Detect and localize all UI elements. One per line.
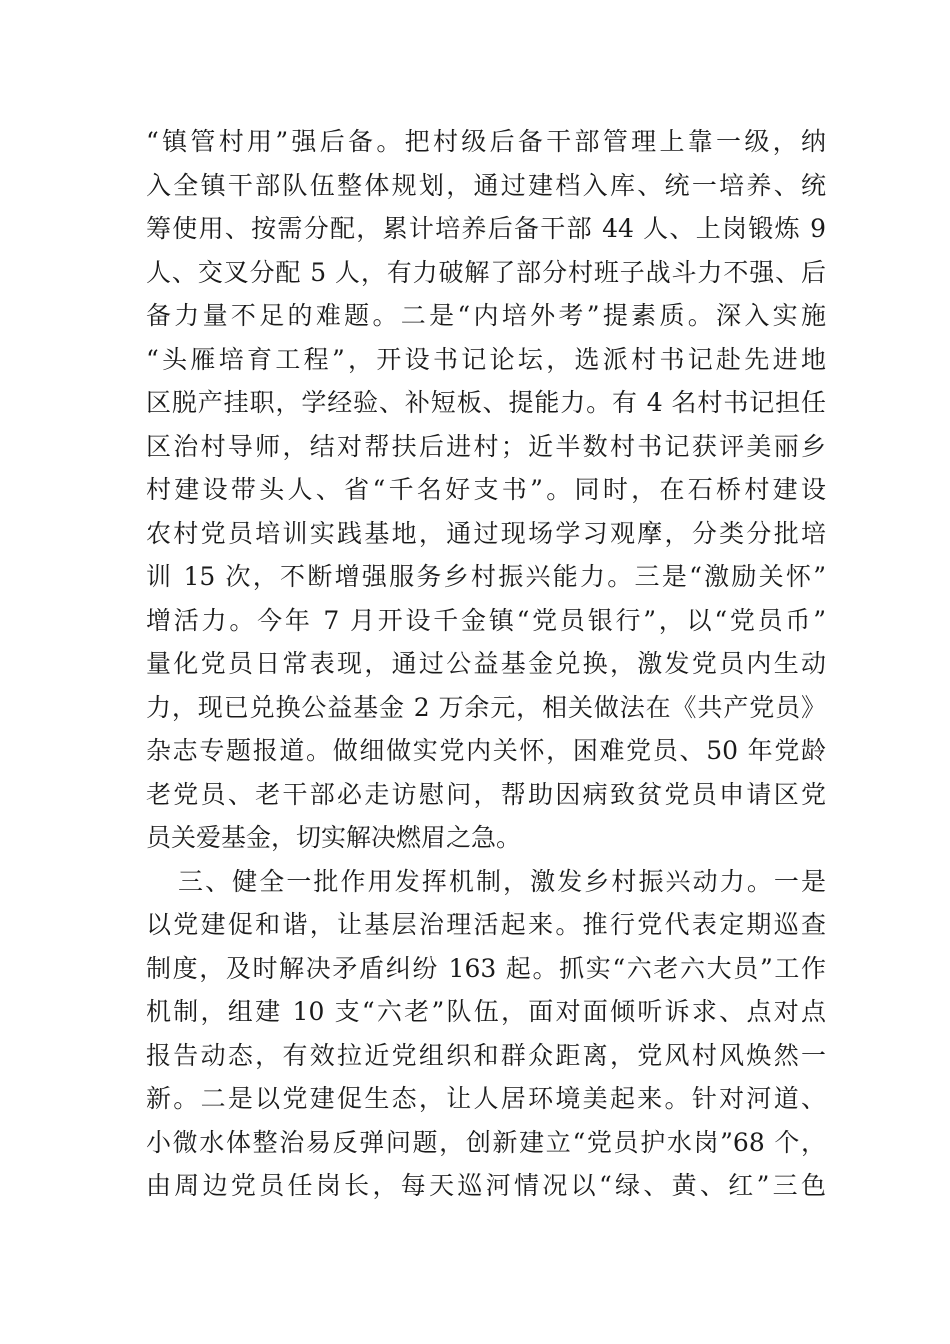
text-line: 员关爱基金，切实解决燃眉之急。 [146, 823, 522, 852]
text-line: 村建设带头人、省“千名好支书”。同时，在石桥村建设 [146, 475, 826, 504]
text-line: 农村党员培训实践基地，通过现场学习观摩，分类分批培 [146, 518, 826, 548]
body-text [146, 120, 826, 1208]
text-line: 老党员、老干部必走访慰问，帮助因病致贫党员申请区党 [146, 779, 826, 809]
text-line: 人、交叉分配 5 人，有力破解了部分村班子战斗力不强、后 [146, 257, 826, 287]
text-line: 备力量不足的难题。二是“内培外考”提素质。深入实施 [146, 301, 826, 330]
text-line: 区脱产挂职，学经验、补短板、提能力。有 4 名村书记担任 [146, 388, 826, 417]
text-line: 筹使用、按需分配，累计培养后备干部 44 人、上岗锻炼 9 [146, 214, 826, 243]
text-line: 报告动态，有效拉近党组织和群众距离，党风村风焕然一 [146, 1040, 826, 1070]
text-line: 小微水体整治易反弹问题，创新建立“党员护水岗”68 个， [146, 1127, 826, 1157]
text-line: 机制，组建 10 支“六老”队伍，面对面倾听诉求、点对点 [146, 997, 826, 1026]
text-line: “头雁培育工程”，开设书记论坛，选派村书记赴先进地 [146, 344, 826, 374]
text-line: 入全镇干部队伍整体规划，通过建档入库、统一培养、统 [146, 170, 826, 200]
text-line: 以党建促和谐，让基层治理活起来。推行党代表定期巡查 [146, 910, 826, 939]
text-line: 增活力。今年 7 月开设千金镇“党员银行”，以“党员币” [146, 605, 826, 635]
text-line: 力，现已兑换公益基金 2 万余元，相关做法在《共产党员》 [146, 692, 826, 722]
text-line: “镇管村用”强后备。把村级后备干部管理上靠一级，纳 [146, 127, 826, 156]
text-line: 由周边党员任岗长，每天巡河情况以“绿、黄、红”三色 [146, 1171, 826, 1200]
text-line: 杂志专题报道。做细做实党内关怀，困难党员、50 年党龄 [146, 736, 826, 765]
section-heading-line: 三、健全一批作用发挥机制，激发乡村振兴动力。一是 [178, 866, 826, 896]
text-line: 区治村导师，结对帮扶后进村；近半数村书记获评美丽乡 [146, 431, 826, 461]
text-line: 新。二是以党建促生态，让人居环境美起来。针对河道、 [146, 1084, 826, 1113]
text-line: 制度，及时解决矛盾纠纷 163 起。抓实“六老六大员”工作 [146, 953, 826, 983]
text-line: 量化党员日常表现，通过公益基金兑换，激发党员内生动 [146, 649, 826, 678]
text-line: 训 15 次，不断增强服务乡村振兴能力。三是“激励关怀” [146, 562, 826, 591]
